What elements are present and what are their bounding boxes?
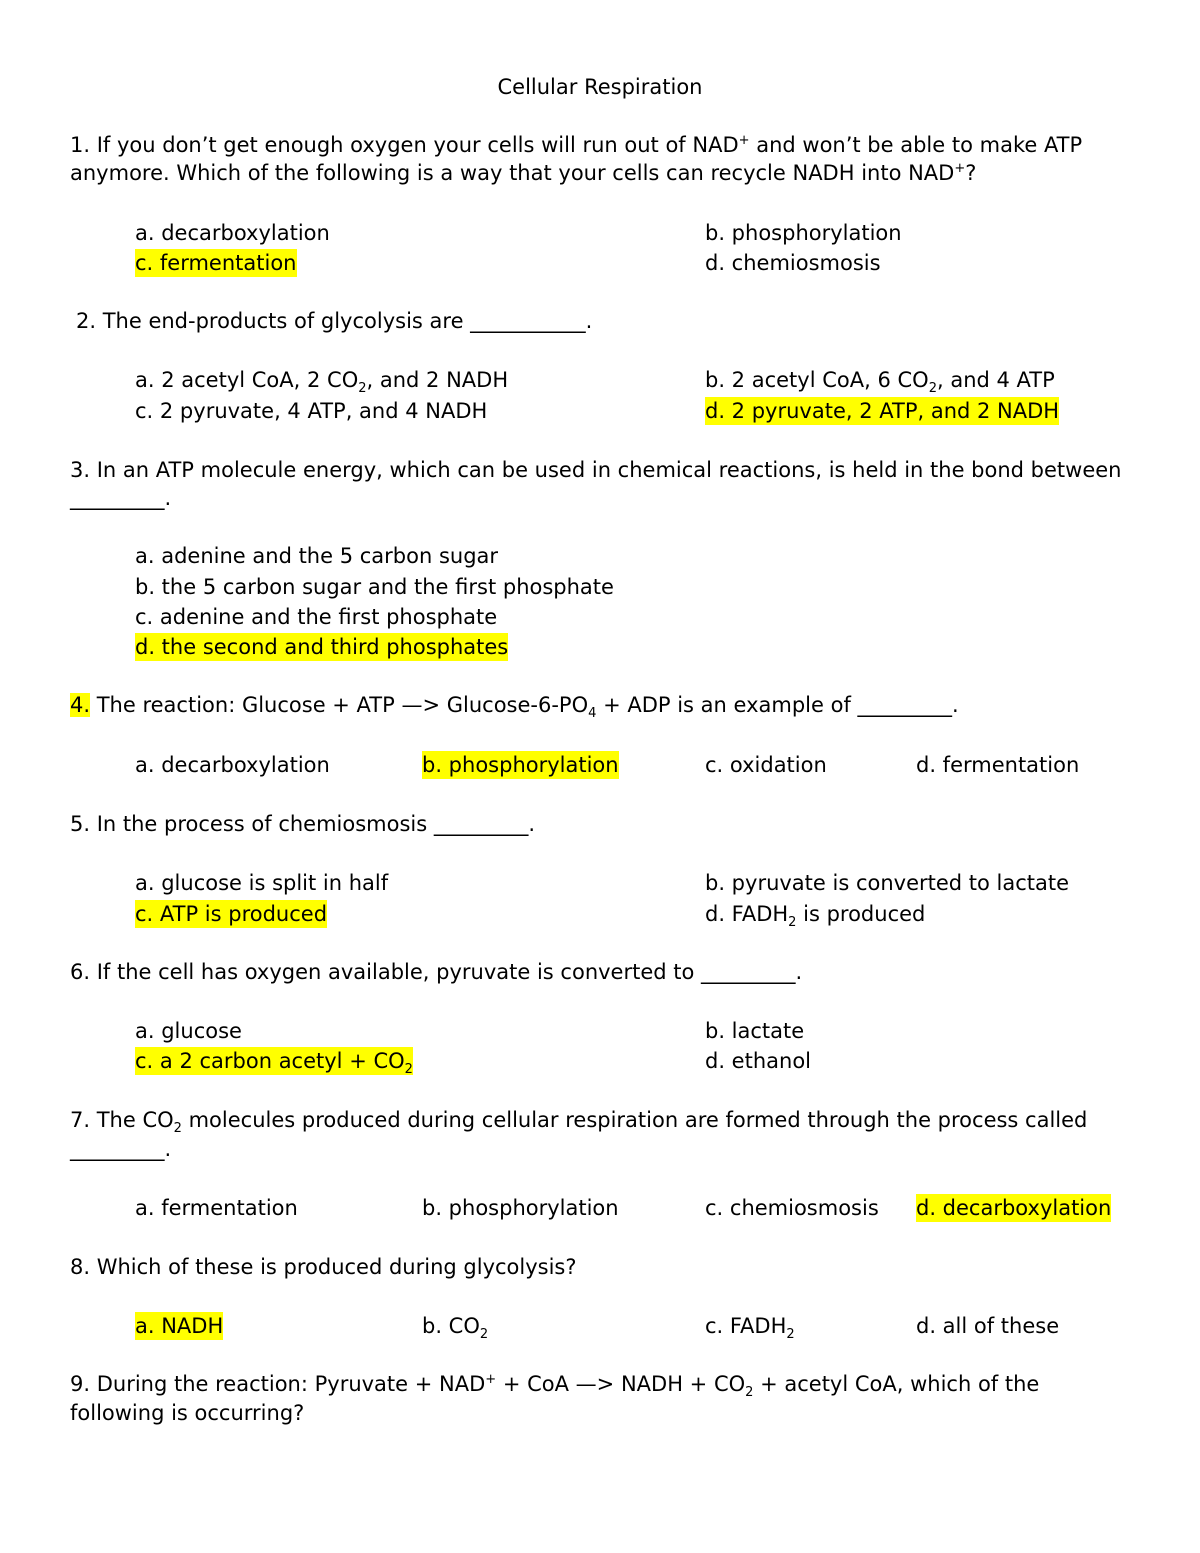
q2-option-d-answer: d. 2 pyruvate, 2 ATP, and 2 NADH [705,399,1060,423]
q1-option-b: b. phosphorylation [705,221,902,245]
q6-option-b: b. lactate [705,1019,805,1043]
question-4-number: 4. [70,693,91,717]
q8-option-a-answer: a. NADH [135,1314,224,1338]
question-1-text-line2: anymore. Which of the following is a way that your cells can recycle NADH into NAD+? [70,161,977,185]
q2-option-c: c. 2 pyruvate, 4 ATP, and 4 NADH [135,399,488,423]
question-5-text: 5. In the process of chemiosmosis _________. [70,812,536,836]
q3-option-a: a. adenine and the 5 carbon sugar [135,544,499,568]
q4-option-d: d. fermentation [916,753,1080,777]
q4-option-b-answer: b. phosphorylation [422,753,619,777]
q7-option-d-answer: d. decarboxylation [916,1196,1112,1220]
q1-option-c-answer: c. fermentation [135,251,297,275]
q2-option-b: b. 2 acetyl CoA, 6 $CO_2$, and 4 ATP [705,368,1055,397]
q3-option-b: b. the 5 carbon sugar and the first phosphate [135,575,614,599]
question-6-text: 6. If the cell has oxygen available, pyruvate is converted to _________. [70,960,803,984]
q8-option-d: d. all of these [916,1314,1060,1338]
q6-option-d: d. ethanol [705,1049,812,1073]
q1-option-a: a. decarboxylation [135,221,330,245]
q8-option-b: b. $CO_2$ [422,1314,489,1343]
q2-option-a: a. 2 acetyl CoA, 2 $CO_2$, and 2 NADH [135,368,509,397]
q5-option-b: b. pyruvate is converted to lactate [705,871,1070,895]
page-title: Cellular Respiration [497,75,703,99]
q4-option-c: c. oxidation [705,753,827,777]
question-1-text: 1. If you don’t get enough oxygen your cells will run out of NAD+ and won’t be able to make ATP [70,133,1083,157]
q3-option-c: c. adenine and the first phosphate [135,605,498,629]
q5-option-c-answer: c. ATP is produced [135,902,328,926]
q7-option-b: b. phosphorylation [422,1196,619,1220]
question-8-text: 8. Which of these is produced during glycolysis? [70,1255,577,1279]
q8-option-c: c. $FADH_2$ [705,1314,795,1343]
q1-option-d: d. chemiosmosis [705,251,881,275]
q3-option-d-answer: d. the second and third phosphates [135,635,509,659]
question-2-text: 2. The end-products of glycolysis are ___________. [76,309,593,333]
question-9-text: 9. During the reaction: Pyruvate + NAD+ + CoA —> NADH + $CO_2$ + acetyl CoA, which of the [70,1372,1040,1401]
question-9-text-line2: following is occurring? [70,1401,305,1425]
question-3-blank: _________. [70,486,172,510]
q7-option-c: c. chemiosmosis [705,1196,879,1220]
q4-option-a: a. decarboxylation [135,753,330,777]
q5-option-d: d. $FADH_2$ is produced [705,902,926,931]
question-7-blank: _________. [70,1137,172,1161]
question-4-text: 4. The reaction: Glucose + ATP —> Glucose-$6-PO_4$ + ADP is an example of _________. [70,693,959,722]
q7-option-a: a. fermentation [135,1196,298,1220]
q6-option-c-answer: c. a 2 carbon acetyl + $CO_2$ [135,1049,413,1078]
q5-option-a: a. glucose is split in half [135,871,389,895]
question-3-text: 3. In an ATP molecule energy, which can be used in chemical reactions, is held in the bond between [70,458,1122,482]
question-7-text: 7. The $CO_2$ molecules produced during cellular respiration are formed through the process called [70,1108,1088,1137]
q6-option-a: a. glucose [135,1019,242,1043]
